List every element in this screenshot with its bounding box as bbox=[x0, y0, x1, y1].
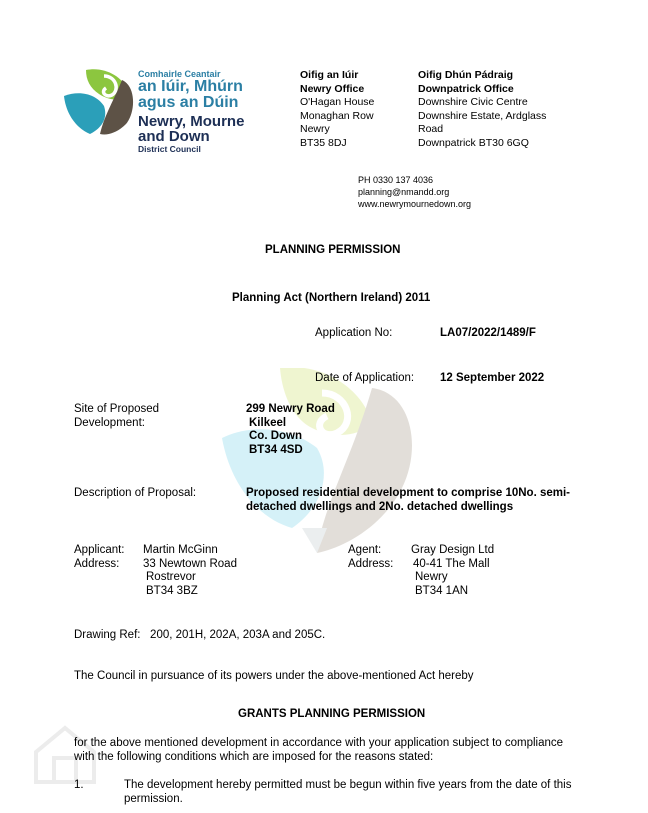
downpatrick-office-block bbox=[418, 69, 546, 151]
downpatrick-office-title-irish: Oifig Dhún Pádraig bbox=[418, 69, 514, 81]
agent-details bbox=[411, 544, 494, 598]
condition-text-line: permission. bbox=[124, 792, 183, 805]
applicant-address-label: Address: bbox=[74, 557, 120, 570]
conditions-intro-line: with the following conditions which are imposed for the reasons stated: bbox=[74, 750, 434, 763]
site-address bbox=[246, 403, 335, 457]
council-line-2: an Iúir, Mhúrn bbox=[138, 78, 243, 95]
application-no-value: LA07/2022/1489/F bbox=[440, 327, 536, 339]
applicant-address-line: BT34 3BZ bbox=[146, 584, 198, 597]
downpatrick-office-line: Road bbox=[418, 123, 444, 136]
council-line-4: Newry, Mourne bbox=[138, 113, 245, 130]
agent-address-line: 40-41 The Mall bbox=[413, 557, 490, 570]
date-of-application-label: Date of Application: bbox=[315, 372, 415, 384]
applicant-address-line: 33 Newtown Road bbox=[143, 557, 237, 570]
downpatrick-office-line: Downpatrick BT30 6GQ bbox=[418, 136, 529, 149]
agent-address-line: BT34 1AN bbox=[415, 584, 469, 597]
downpatrick-office-line: Downshire Civic Centre bbox=[418, 96, 528, 109]
contact-block bbox=[358, 174, 471, 210]
condition-text-line: The development hereby permitted must be begun within five years from the date of this bbox=[124, 779, 572, 791]
council-name bbox=[138, 69, 244, 154]
site-address-line: Kilkeel bbox=[249, 416, 287, 429]
site-label bbox=[74, 403, 159, 430]
applicant-address-line: Rostrevor bbox=[146, 571, 196, 583]
description-label: Description of Proposal: bbox=[74, 487, 197, 499]
council-line-5: and Down bbox=[138, 128, 210, 145]
newry-office-line: O'Hagan House bbox=[300, 96, 375, 109]
condition-text bbox=[124, 779, 571, 806]
planning-act-heading: Planning Act (Northern Ireland) 2011 bbox=[232, 292, 431, 304]
conditions-intro bbox=[74, 737, 563, 764]
newry-office-line: BT35 8DJ bbox=[300, 136, 347, 149]
agent-address-label: Address: bbox=[348, 557, 394, 570]
site-address-line: Co. Down bbox=[249, 430, 303, 442]
phone-number: PH 0330 137 4036 bbox=[358, 175, 434, 185]
newry-office-title-irish: Oifig an Iúir bbox=[300, 69, 359, 81]
council-line-3: agus an Dúin bbox=[138, 94, 239, 111]
newry-office-line: Newry bbox=[300, 123, 330, 136]
agent-address-line: Newry bbox=[415, 571, 448, 583]
drawing-reference: Drawing Ref: 200, 201H, 202A, 203A and 205C. bbox=[74, 629, 326, 641]
newry-office-line: Monaghan Row bbox=[300, 109, 374, 122]
newry-office-title: Newry Office bbox=[300, 82, 365, 95]
description-line: Proposed residential development to comprise 10No. semi- bbox=[246, 487, 571, 499]
site-label-line: Site of Proposed bbox=[74, 403, 160, 415]
agent-name: Gray Design Ltd bbox=[411, 544, 495, 556]
applicant-labels bbox=[74, 544, 125, 571]
conditions-intro-line: for the above mentioned development in accordance with your application subject to compliance bbox=[74, 737, 564, 749]
site-label-line: Development: bbox=[74, 416, 145, 429]
applicant-details bbox=[143, 544, 237, 598]
pursuance-statement: The Council in pursuance of its powers under the above-mentioned Act hereby bbox=[74, 670, 474, 682]
condition-number: 1. bbox=[74, 779, 84, 791]
grants-heading: GRANTS PLANNING PERMISSION bbox=[238, 708, 426, 720]
site-address-line: 299 Newry Road bbox=[246, 403, 335, 415]
council-line-6: District Council bbox=[138, 144, 201, 154]
email-link[interactable]: planning@nmandd.org bbox=[358, 187, 450, 197]
agent-label: Agent: bbox=[348, 544, 382, 556]
application-no-label: Application No: bbox=[315, 327, 393, 339]
document-heading: PLANNING PERMISSION bbox=[265, 244, 401, 256]
newry-office-block bbox=[300, 69, 374, 151]
council-logo-icon bbox=[64, 68, 134, 136]
downpatrick-office-title: Downpatrick Office bbox=[418, 82, 514, 95]
council-line-1: Comhairle Ceantair bbox=[138, 69, 221, 79]
description-line: detached dwellings and 2No. detached dwellings bbox=[246, 500, 514, 513]
applicant-label: Applicant: bbox=[74, 544, 125, 556]
council-watermark-logo bbox=[222, 368, 422, 558]
description-value bbox=[246, 487, 570, 514]
website-link[interactable]: www.newrymournedown.org bbox=[358, 199, 472, 209]
applicant-name: Martin McGinn bbox=[143, 544, 218, 556]
date-of-application-value: 12 September 2022 bbox=[440, 372, 545, 384]
agent-labels bbox=[348, 544, 393, 571]
site-address-line: BT34 4SD bbox=[249, 443, 303, 456]
downpatrick-office-line: Downshire Estate, Ardglass bbox=[418, 109, 547, 122]
